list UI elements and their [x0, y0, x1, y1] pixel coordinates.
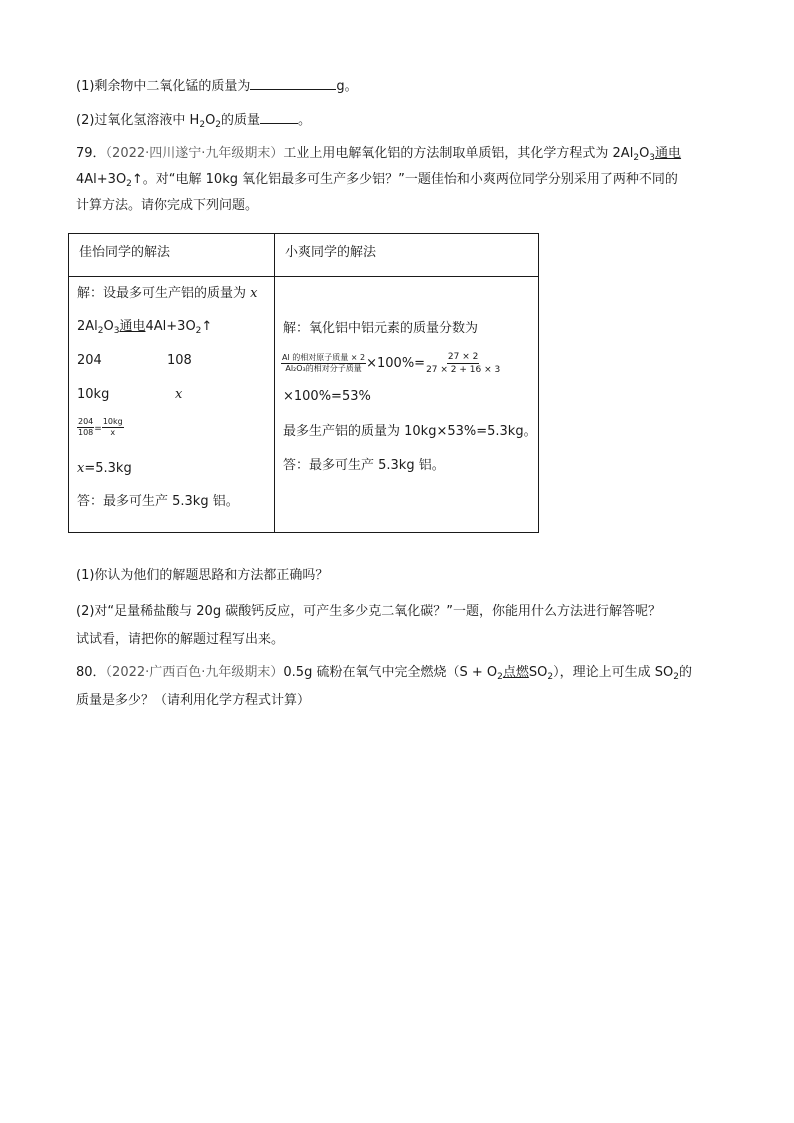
- q78-part1: (1)剩余物中二氧化锰的质量为 g。: [76, 76, 358, 96]
- q79-sub2-line2: 试试看，请把你的解题过程写出来。: [76, 632, 285, 647]
- answer-line: 答：最多可生产 5.3kg 铝。: [283, 458, 445, 473]
- answer-line: 答：最多可生产 5.3kg 铝。: [77, 494, 239, 509]
- table-header-cell: 小爽同学的解法: [275, 234, 539, 277]
- q79-sub1: (1)你认为他们的解题思路和方法都正确吗？: [76, 568, 329, 583]
- question-source: （2022·广西百色·九年级期末）: [105, 665, 284, 680]
- mass-fraction-formula: $\frac{\text{Al 的相对原子质量 × 2}}{\text{Al₂O₃的相对分子质量}}$ ×100%= $\frac{27 \times 2}{27 \times 2 + 16 \times 3}$: [282, 352, 501, 375]
- solution-table: [68, 233, 539, 533]
- mass-line: x: [175, 387, 183, 402]
- q78-part2: (2)过氧化氢溶液中 $H_2O_2$的质量 。: [76, 110, 311, 130]
- q79-sub2-line1: (2)对“足量稀盐酸与 20g 碳酸钙反应，可产生多少克二氧化碳？”一题，你能用什么方法进行解答呢？: [76, 604, 661, 619]
- molar-mass-line: 204: [77, 353, 102, 368]
- solution-line: 最多生产铝的质量为 10kg×53%=5.3kg。: [283, 424, 537, 439]
- q79-intro-line1: 79．（2022·四川遂宁·九年级期末）工业上用电解氧化铝的方法制取单质铝，其化学方程式为 $2Al_2O_3$通电: [76, 146, 682, 163]
- solution-line: 解：设最多可生产铝的质量为 x: [77, 286, 258, 301]
- fraction: $\frac{27 \times 2}{27 \times 2 + 16 \times 3}$: [426, 352, 501, 375]
- q80-line2: 质量是多少？（请利用化学方程式计算）: [76, 693, 311, 708]
- equation-line: $2Al_2O_3$通电$4Al+3O_2↑$: [77, 319, 213, 336]
- solution-line: 解：氧化铝中铝元素的质量分数为: [283, 321, 479, 336]
- xiaoshuang-solution-cell: [275, 277, 539, 533]
- answer-blank[interactable]: [260, 110, 298, 124]
- reaction-condition: 点燃: [502, 665, 529, 680]
- jiayi-solution-cell: [69, 277, 275, 533]
- proportion-line: $\frac{204}{108}$ = $\frac{10kg}{x}$: [78, 417, 123, 437]
- fraction: $\frac{\text{Al 的相对原子质量 × 2}}{\text{Al₂O₃的相对分子质量}}$: [282, 353, 366, 373]
- fraction: $\frac{10kg}{x}$: [102, 417, 123, 437]
- fraction: $\frac{204}{108}$: [78, 417, 94, 437]
- molar-mass-line: 108: [167, 353, 192, 368]
- q80-line1: 80．（2022·广西百色·九年级期末）0.5g 硫粉在氧气中完全燃烧（$S + O_2$点燃$SO_2$），理论上可生成 $SO_2$的: [76, 665, 692, 682]
- answer-blank[interactable]: [250, 76, 336, 90]
- q79-intro-line3: 计算方法。请你完成下列问题。: [76, 198, 259, 213]
- reaction-condition: 通电: [655, 146, 682, 161]
- solution-line: ×100%=53%: [283, 389, 371, 404]
- question-source: （2022·四川遂宁·九年级期末）: [105, 146, 284, 161]
- q79-intro-line2: $4Al+3O_2↑$。对“电解 10kg 氧化铝最多可生产多少铝？”一题佳怡和小爽两位同学分别采用了两种不同的: [76, 172, 678, 189]
- mass-line: 10kg: [77, 387, 110, 402]
- result-line: x=5.3kg: [77, 461, 132, 476]
- table-header-cell: 佳怡同学的解法: [69, 234, 275, 277]
